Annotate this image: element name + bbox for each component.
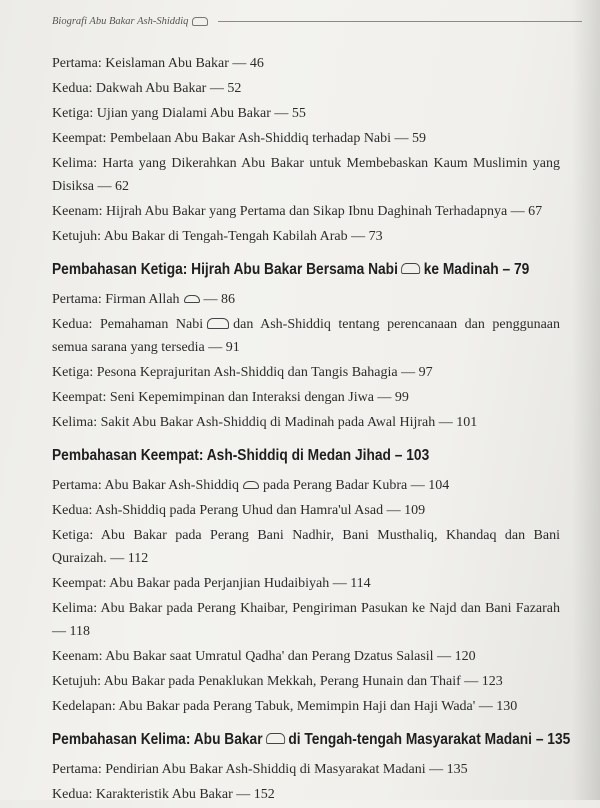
toc-entry-text-before: Pembahasan Ketiga: Hijrah Abu Bakar Bersama Nabi (52, 261, 398, 278)
toc-entry-text-after: di Tengah-tengah Masyarakat Madani – 135 (288, 731, 571, 748)
toc-entry (52, 783, 560, 806)
toc-entry (52, 597, 560, 643)
toc-entry (52, 313, 560, 359)
honorific-glyph-icon (192, 17, 208, 26)
honorific-glyph-icon (207, 318, 229, 329)
toc-entry-text: Keempat: Abu Bakar pada Perjanjian Hudaibiyah — 114 (52, 576, 371, 591)
toc-entry-text: Kelima: Sakit Abu Bakar Ash-Shiddiq di Madinah pada Awal Hijrah — 101 (52, 415, 478, 430)
toc-entry (52, 758, 560, 781)
toc-entry-text: Pertama: Pendirian Abu Bakar Ash-Shiddiq di Masyarakat Madani — 135 (52, 762, 468, 777)
toc-entry-text: Ketujuh: Abu Bakar pada Penaklukan Mekkah, Perang Hunain dan Thaif — 123 (52, 674, 503, 689)
toc-entry (52, 386, 560, 409)
toc-entry (52, 77, 560, 100)
toc-entry-text: Ketiga: Pesona Keprajuritan Ash-Shiddiq dan Tangis Bahagia — 97 (52, 365, 433, 380)
toc-entry-text: Kedelapan: Abu Bakar pada Perang Tabuk, Memimpin Haji dan Haji Wada' — 130 (52, 699, 518, 714)
honorific-glyph-icon (184, 295, 200, 303)
toc-entry-text: Keenam: Hijrah Abu Bakar yang Pertama dan Sikap Ibnu Daghinah Terhadapnya — 67 (52, 204, 543, 219)
toc-entry (52, 524, 560, 570)
toc-entry-text-before: Pertama: Firman Allah (52, 292, 180, 307)
honorific-glyph-icon (266, 733, 285, 744)
table-of-contents (52, 52, 571, 808)
toc-entry-text: Ketiga: Abu Bakar pada Perang Bani Nadhir, Bani Musthaliq, Khandaq dan Bani Quraizah. — 112 (52, 528, 560, 566)
toc-entry (52, 670, 560, 693)
toc-entry (52, 52, 560, 75)
toc-entry-text: Kedua: Dakwah Abu Bakar — 52 (52, 81, 242, 96)
toc-entry-text: Keempat: Seni Kepemimpinan dan Interaksi dengan Jiwa — 99 (52, 390, 409, 405)
toc-entry (52, 127, 560, 150)
toc-entry (52, 152, 560, 198)
toc-entry-text: Pembahasan Keempat: Ash-Shiddiq di Medan Jihad – 103 (52, 447, 430, 464)
toc-entry-text: Kelima: Abu Bakar pada Perang Khaibar, Pengiriman Pasukan ke Najd dan Bani Fazarah — 118 (52, 601, 560, 639)
running-head (52, 12, 582, 30)
toc-entry (52, 474, 560, 497)
toc-entry-text: Kedua: Ash-Shiddiq pada Perang Uhud dan Hamra'ul Asad — 109 (52, 503, 426, 518)
toc-entry-text: Ketiga: Ujian yang Dialami Abu Bakar — 55 (52, 106, 306, 121)
toc-entry-text: Kelima: Harta yang Dikerahkan Abu Bakar untuk Membebaskan Kaum Muslimin yang Disiksa — 62 (52, 156, 560, 194)
page-gutter-shadow (572, 0, 600, 800)
section-heading (52, 444, 559, 468)
toc-entry (52, 288, 560, 311)
toc-entry (52, 645, 560, 668)
toc-entry-text-before: Pembahasan Kelima: Abu Bakar (52, 731, 263, 748)
header-rule (218, 21, 582, 22)
toc-entry-text-after: dan Ash-Shiddiq tentang perencanaan dan penggunaan semua sarana yang tersedia — 91 (52, 317, 560, 355)
toc-entry-text-before: Kedua: Pemahaman Nabi (52, 317, 204, 332)
toc-entry-text: Kedua: Karakteristik Abu Bakar — 152 (52, 787, 275, 802)
toc-entry (52, 225, 560, 248)
section-heading (52, 258, 559, 282)
toc-entry (52, 499, 560, 522)
section-heading (52, 728, 571, 752)
toc-entry (52, 572, 560, 595)
toc-entry-text: Keempat: Pembelaan Abu Bakar Ash-Shiddiq terhadap Nabi — 59 (52, 131, 427, 146)
honorific-glyph-icon (401, 263, 420, 274)
toc-entry-text-after: pada Perang Badar Kubra — 104 (263, 478, 450, 493)
running-head-title: Biografi Abu Bakar Ash-Shiddiq (52, 15, 189, 27)
toc-entry-text: Pertama: Keislaman Abu Bakar — 46 (52, 56, 264, 71)
toc-entry (52, 361, 560, 384)
toc-entry (52, 102, 560, 125)
toc-entry-text-before: Pertama: Abu Bakar Ash-Shiddiq (52, 478, 240, 493)
toc-entry-text-after: ke Madinah – 79 (423, 261, 530, 278)
toc-entry (52, 200, 560, 223)
toc-entry (52, 411, 560, 434)
toc-entry-text-after: — 86 (203, 292, 236, 307)
toc-entry-text: Ketujuh: Abu Bakar di Tengah-Tengah Kabilah Arab — 73 (52, 229, 383, 244)
toc-entry-text: Keenam: Abu Bakar saat Umratul Qadha' dan Perang Dzatus Salasil — 120 (52, 649, 476, 664)
honorific-glyph-icon (243, 481, 259, 489)
toc-entry (52, 695, 560, 718)
